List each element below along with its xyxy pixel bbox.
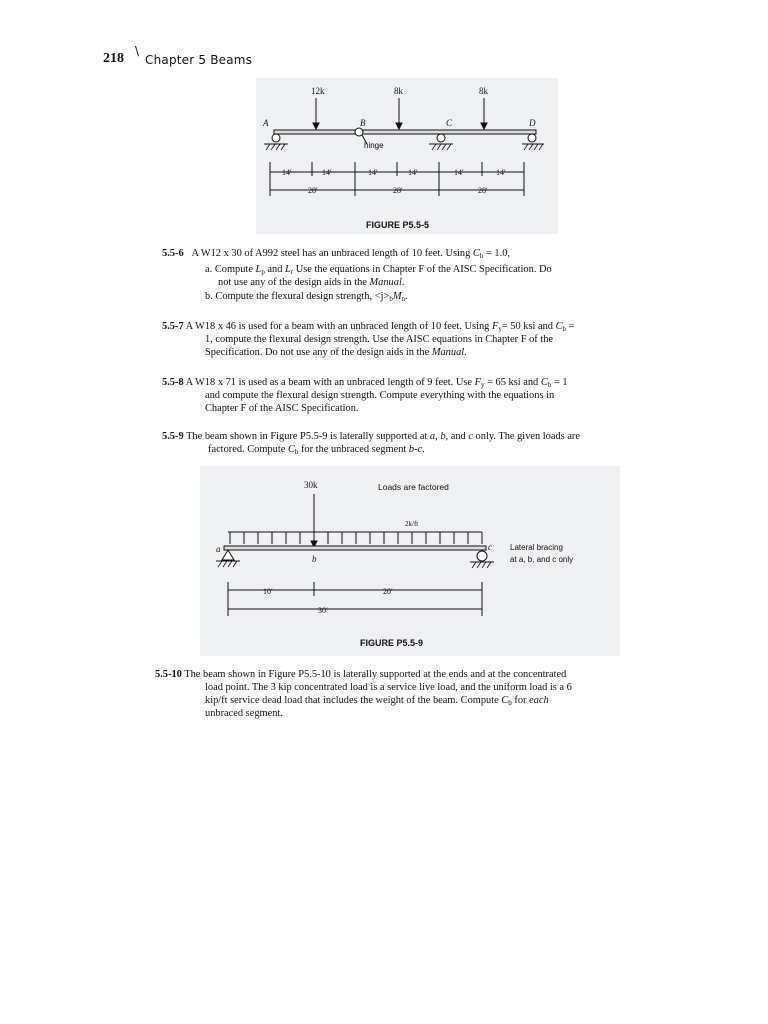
problem-text: = 65 ksi and xyxy=(484,377,541,388)
item-text: Compute xyxy=(214,264,256,275)
problem-text: load point. The 3 kip concentrated load is a service live load, and the uniform load is a 6 xyxy=(205,682,572,693)
problem-text: unbraced segment. xyxy=(205,708,283,719)
figure-p5-5-5 xyxy=(256,78,558,234)
problem-5-5-7-line2 xyxy=(205,334,620,347)
roller-support-c xyxy=(477,551,487,561)
page-number: 218 xyxy=(103,51,124,66)
manual-ref: Manual xyxy=(431,347,465,358)
problem-text: , xyxy=(435,431,441,442)
load-label-1: 12k xyxy=(311,86,325,96)
item-marker: a. xyxy=(205,264,213,275)
figure-caption: FIGURE P5.5-5 xyxy=(366,220,430,230)
problem-5-5-10-line4 xyxy=(205,708,621,721)
problem-text: A W12 x 30 of A992 steel has an unbraced length of 10 feet. Using xyxy=(191,248,473,259)
point-label-c: C xyxy=(446,118,453,128)
problem-5-5-8-line2 xyxy=(205,390,620,403)
var-sub: y xyxy=(480,381,485,389)
phi-symbol: <j> xyxy=(374,291,390,302)
var-sub: b xyxy=(562,325,567,333)
problem-text: = xyxy=(566,321,575,332)
problem-5-5-7 xyxy=(162,321,620,334)
var-c: C xyxy=(540,377,548,388)
problem-5-5-8 xyxy=(162,377,620,390)
problem-text: and compute the flexural design strength. Compute everything with the equations in xyxy=(205,390,555,401)
var-c-point: c xyxy=(468,431,473,442)
problem-text: for xyxy=(511,695,530,706)
var-sub: b xyxy=(479,252,484,260)
beam-diagram-p5-5-5 xyxy=(256,78,558,234)
problem-text: = 1 xyxy=(551,377,568,388)
problem-number: 5.5-6 xyxy=(162,248,184,259)
point-label-b: B xyxy=(360,118,366,128)
var-c: C xyxy=(472,248,480,259)
var-c: C xyxy=(501,695,509,706)
var-m: M xyxy=(392,291,402,302)
var-f: F xyxy=(474,377,481,388)
item-text: and xyxy=(264,264,286,275)
problem-text: . xyxy=(422,444,425,455)
var-l: L xyxy=(255,264,262,275)
dim-large-2: 28′ xyxy=(393,186,403,195)
problem-5-5-9-line2 xyxy=(208,444,618,457)
problem-text: , and xyxy=(445,431,469,442)
roller-support-d xyxy=(528,134,536,142)
problem-text: = 50 ksi and xyxy=(501,321,556,332)
var-a: a xyxy=(429,431,436,442)
problem-number: 5.5-7 xyxy=(162,321,184,332)
emphasis-each: each xyxy=(529,695,549,706)
bracing-note-1: Lateral bracing xyxy=(510,543,563,552)
bracing-note-2: at a, b, and c only xyxy=(510,555,574,564)
problem-5-5-6 xyxy=(162,248,582,261)
var-l: L xyxy=(285,264,291,275)
uniform-load-label: 2k/ft xyxy=(405,520,419,528)
var-sub: b xyxy=(547,381,552,389)
uniform-load-arrows xyxy=(230,532,482,544)
point-label-a: a xyxy=(216,544,221,554)
item-text: . xyxy=(401,277,405,288)
figure-p5-5-9 xyxy=(200,466,620,656)
problem-text: The beam shown in Figure P5.5-10 is laterally supported at the ends and at the concentrated xyxy=(181,669,567,680)
problem-text: only. The given loads are xyxy=(472,431,581,442)
item-text: not use any of the design aids in the xyxy=(218,277,370,288)
problem-text: A W18 x 46 is used for a beam with an unbraced length of 10 feet. Using xyxy=(183,321,492,332)
problem-5-5-10 xyxy=(155,669,621,682)
dim-20: 20′ xyxy=(383,587,393,596)
load-label-3: 8k xyxy=(479,86,488,96)
point-load-label: 30k xyxy=(304,480,318,490)
problem-text: A W18 x 71 is used as a beam with an unbraced length of 9 feet. Use xyxy=(183,377,475,388)
var-c: C xyxy=(555,321,563,332)
dim-large-1: 28′ xyxy=(308,186,318,195)
dim-small-4: 14′ xyxy=(408,168,418,177)
problem-5-5-10-line3 xyxy=(205,695,621,708)
figure-caption: FIGURE P5.5-9 xyxy=(360,638,424,648)
beam xyxy=(224,546,486,550)
chapter-title: Chapter 5 Beams xyxy=(145,53,253,67)
load-label-2: 8k xyxy=(394,86,403,96)
beam xyxy=(274,130,536,134)
point-label-b: b xyxy=(312,554,317,564)
item-text: Compute the flexural design strength, xyxy=(215,291,375,302)
problem-number: 5.5-10 xyxy=(155,669,182,680)
dim-small-5: 14′ xyxy=(454,168,464,177)
var-b: b xyxy=(440,431,446,442)
problem-text: factored. Compute xyxy=(208,444,288,455)
segment-ref: b-c xyxy=(408,444,423,455)
var-sub: b xyxy=(294,448,299,456)
problem-5-5-8-line3 xyxy=(205,403,620,416)
dim-small-6: 14′ xyxy=(496,168,506,177)
problem-text: 1, compute the flexural design strength. Use the AISC equations in Chapter F of the xyxy=(205,334,554,345)
pin-support-a xyxy=(272,134,280,142)
var-sub: y xyxy=(498,325,502,333)
loads-note: Loads are factored xyxy=(378,482,449,492)
problem-5-5-10-line2 xyxy=(205,682,621,695)
var-f: F xyxy=(491,321,499,332)
beam-diagram-p5-5-9 xyxy=(200,466,620,656)
dim-large-3: 28′ xyxy=(478,186,488,195)
problem-5-5-6-item-a xyxy=(205,264,595,277)
problem-5-5-7-line3 xyxy=(205,347,620,360)
point-label-d: D xyxy=(529,118,536,128)
problem-number: 5.5-8 xyxy=(162,377,184,388)
var-sub: r xyxy=(290,268,294,276)
problem-5-5-6-item-a-cont xyxy=(218,277,598,290)
roller-support-c xyxy=(437,134,445,142)
dim-small-1: 14′ xyxy=(282,168,292,177)
problem-text: Chapter F of the AISC Specification. xyxy=(205,403,359,414)
item-text: . xyxy=(404,291,408,302)
dim-30: 30′ xyxy=(318,606,328,615)
problem-text: . xyxy=(464,347,467,358)
problem-number: 5.5-9 xyxy=(162,431,184,442)
problem-text: for the unbraced segment xyxy=(298,444,409,455)
item-text: Use the equations in Chapter F of the AISC Specification. Do xyxy=(293,264,552,275)
item-marker: b. xyxy=(205,291,213,302)
dim-small-3: 14′ xyxy=(368,168,378,177)
problem-5-5-9 xyxy=(162,431,622,444)
var-sub: b xyxy=(389,295,393,303)
point-label-a: A xyxy=(263,118,269,128)
problem-text: kip/ft service dead load that includes the weight of the beam. Compute xyxy=(205,695,502,706)
header-slash: \ xyxy=(135,44,140,58)
hinge-label: hinge xyxy=(364,141,384,150)
hinge-b xyxy=(355,128,363,136)
var-sub: p xyxy=(261,268,265,276)
problem-text: Specification. Do not use any of the design aids in the xyxy=(205,347,432,358)
var-sub: n xyxy=(401,295,405,303)
problem-5-5-6-item-b xyxy=(205,291,595,304)
problem-text: The beam shown in Figure P5.5-9 is laterally supported at xyxy=(183,431,430,442)
var-sub: b xyxy=(508,699,512,707)
point-label-c: c xyxy=(488,542,492,552)
dim-small-2: 14′ xyxy=(322,168,332,177)
problem-text: = 1.0, xyxy=(483,248,510,259)
var-c: C xyxy=(287,444,295,455)
dim-10: 10′ xyxy=(263,587,273,596)
manual-ref: Manual xyxy=(369,277,402,288)
pin-support-a xyxy=(222,550,234,560)
